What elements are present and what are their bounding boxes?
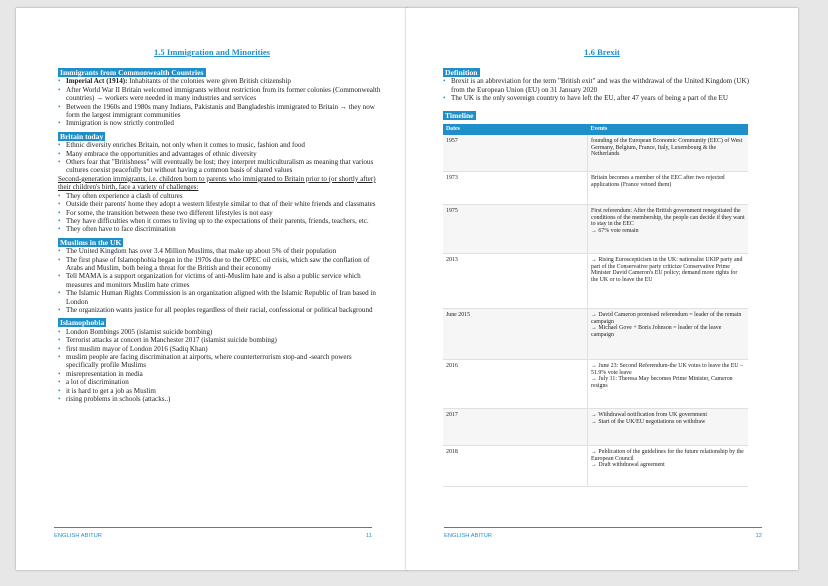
list-definition	[443, 77, 764, 102]
col-events: Events	[588, 124, 749, 135]
list-item: • The organization wants justice for all peoples regardless of their racial, confessional or political background	[58, 306, 382, 314]
second-generation-note: Second-generation immigrants, i.e. children born to parents who immigrated to Britain prior to (or shortly after) their children's birth, face a variety of challenges:	[58, 174, 376, 192]
timeline-event: → June 23: Second Referendum-the UK votes to leave the EU – 51.9% vote leave → July 11: Theresa May becomes Prime Minister, Cameron resigns	[588, 359, 749, 408]
heading-islamophobia: Islamophobia	[60, 318, 105, 328]
list-item: • Tell MAMA is a support organization for victims of anti-Muslim hate and is also a public service which measures and monitors Muslim hate crimes	[58, 272, 382, 289]
page-12	[406, 8, 798, 570]
timeline-event: Britain becomes a member of the EEC after two rejected applications (France vetoed them)	[588, 171, 749, 204]
timeline-date: 2013	[443, 253, 588, 308]
list-item: • rising problems in schools (attacks..)	[58, 395, 382, 403]
timeline-event: First referendum: After the British government renegotiated the conditions of the membership, the people can decide if they want to stay in the EEC → 67% vote remain	[588, 204, 749, 253]
table-header-row	[443, 124, 748, 135]
section-title: 1.6 Brexit	[584, 47, 620, 57]
list-commonwealth	[58, 77, 382, 127]
list-item: • For some, the transition between these two different lifestyles is not easy	[58, 209, 382, 217]
timeline-date: 1957	[443, 135, 588, 172]
list-item: • first muslim mayor of London 2016 (Sadiq Khan)	[58, 345, 382, 353]
list-item: • The UK is the only sovereign country to have left the EU, after 47 years of being a part of the EU	[443, 94, 764, 102]
list-item: • The Islamic Human Rights Commission is an organization aligned with the Islamic Republic of Iran based in London	[58, 289, 382, 306]
list-item: • They often experience a clash of cultures	[58, 192, 382, 200]
heading-definition: Definition	[445, 68, 478, 77]
list-item: • Ethnic diversity enriches Britain, not only when it comes to music, fashion and food	[58, 141, 382, 149]
list-item: • After World War II Britain welcomed immigrants without restriction from its former colonies (Commonwealth countries) → workers were needed in many industries and services	[58, 86, 382, 103]
footer-divider	[54, 527, 372, 528]
timeline-event: → Withdrawal notification from UK government → Start of the UK/EU negotiations on withdraw	[588, 408, 749, 445]
list-britain-today	[58, 141, 382, 175]
list-item	[58, 77, 382, 85]
heading-britain-today: Britain today	[60, 131, 104, 141]
list-item: • a lot of discrimination	[58, 378, 382, 386]
list-item: • The first phase of Islamophobia began in the 1970s due to the OPEC oil crisis, which saw the conflation of Arabs and Muslim, both being a threat for the British and their economy	[58, 256, 382, 273]
page-content	[58, 68, 382, 403]
timeline-date: June 2015	[443, 308, 588, 359]
table-row	[443, 253, 748, 308]
item-text: Inhabitants of the colonies were given British citizenship	[127, 77, 291, 86]
list-item: • Outside their parents' home they adopt a western lifestyle similar to that of their white friends and classmates	[58, 200, 382, 208]
timeline-event: → Rising Euroscepticism in the UK: nationalist UKIP party and part of the Conservative party criticize Conservative Prime Minister David Cameron's EU policy; demand more rights for the UK or to leave the EU	[588, 253, 749, 308]
table-row	[443, 408, 748, 445]
table-row	[443, 135, 748, 172]
table-row	[443, 171, 748, 204]
page-number: 12	[755, 533, 762, 539]
section-title: 1.5 Immigration and Minorities	[153, 47, 270, 57]
list-muslims-uk	[58, 247, 382, 314]
table-row	[443, 308, 748, 359]
list-item: • They often have to face discrimination	[58, 225, 382, 233]
page-11	[16, 8, 408, 570]
timeline-date: 2018	[443, 445, 588, 486]
table-row	[443, 445, 748, 486]
timeline-date: 2017	[443, 408, 588, 445]
list-item: • The United Kingdom has over 3.4 Million Muslims, that make up about 5% of their population	[58, 247, 382, 255]
list-item: • Many embrace the opportunities and advantages of ethnic diversity	[58, 150, 382, 158]
col-dates: Dates	[443, 124, 588, 135]
list-islamophobia	[58, 328, 382, 404]
list-item: • it is hard to get a job as Muslim	[58, 387, 382, 395]
list-item: • London Bombings 2005 (islamist suicide bombing)	[58, 328, 382, 336]
list-item: • misrepresentation in media	[58, 370, 382, 378]
timeline-table	[443, 124, 748, 487]
list-item: • They have difficulties when it comes to living up to the expectations of their parents, friends, teachers, etc.	[58, 217, 382, 225]
footer-label: ENGLISH ABITUR	[54, 533, 102, 539]
timeline-event: founding of the European Economic Community (EEC) of West Germany, Belgium, France, Italy, Luxembourg & the Netherlands	[588, 135, 749, 172]
timeline-date: 1975	[443, 204, 588, 253]
list-item: • Between the 1960s and 1980s many Indians, Pakistanis and Bangladeshis immigrated to Britain → they now form the largest immigrant communities	[58, 103, 382, 120]
table-row	[443, 359, 748, 408]
timeline-event: → David Cameron promised referendum = leader of the remain campaign → Michael Gove + Boris Johnson = leader of the leave campaign	[588, 308, 749, 359]
timeline-date: 2016	[443, 359, 588, 408]
bold-term: Imperial Act (1914):	[66, 77, 128, 86]
list-item: • Terrorist attacks at concert in Manchester 2017 (islamist suicide bombing)	[58, 336, 382, 344]
timeline-event: → Publication of the guidelines for the future relationship by the European Council → Draft withdrawal agreement	[588, 445, 749, 486]
heading-muslims-uk: Muslims in the UK	[60, 237, 122, 247]
list-item: • muslim people are facing discrimination at airports, where counterterrorism stop-and -search powers specifically profile Muslims	[58, 353, 382, 370]
list-item: • Others fear that "Britishness" will eventually be lost; they interpret multiculturalism as meaning that various cultures coexist peacefully but without having a common basis of shared values	[58, 158, 382, 175]
table-row	[443, 204, 748, 253]
heading-commonwealth: Immigrants from Commonwealth Countries	[60, 68, 204, 77]
timeline-date: 1973	[443, 171, 588, 204]
footer-divider	[444, 527, 762, 528]
list-second-generation	[58, 192, 382, 234]
list-item: • Immigration is now strictly controlled	[58, 119, 382, 127]
list-item: • Brexit is an abbreviation for the term "British exit" and was the withdrawal of the United Kingdom (UK) from the European Union (EU) on 31 January 2020	[443, 77, 764, 94]
page-content	[443, 68, 764, 487]
footer-label: ENGLISH ABITUR	[444, 533, 492, 539]
timeline-body	[443, 135, 748, 487]
page-number: 11	[365, 533, 372, 539]
heading-timeline: Timeline	[445, 110, 474, 120]
